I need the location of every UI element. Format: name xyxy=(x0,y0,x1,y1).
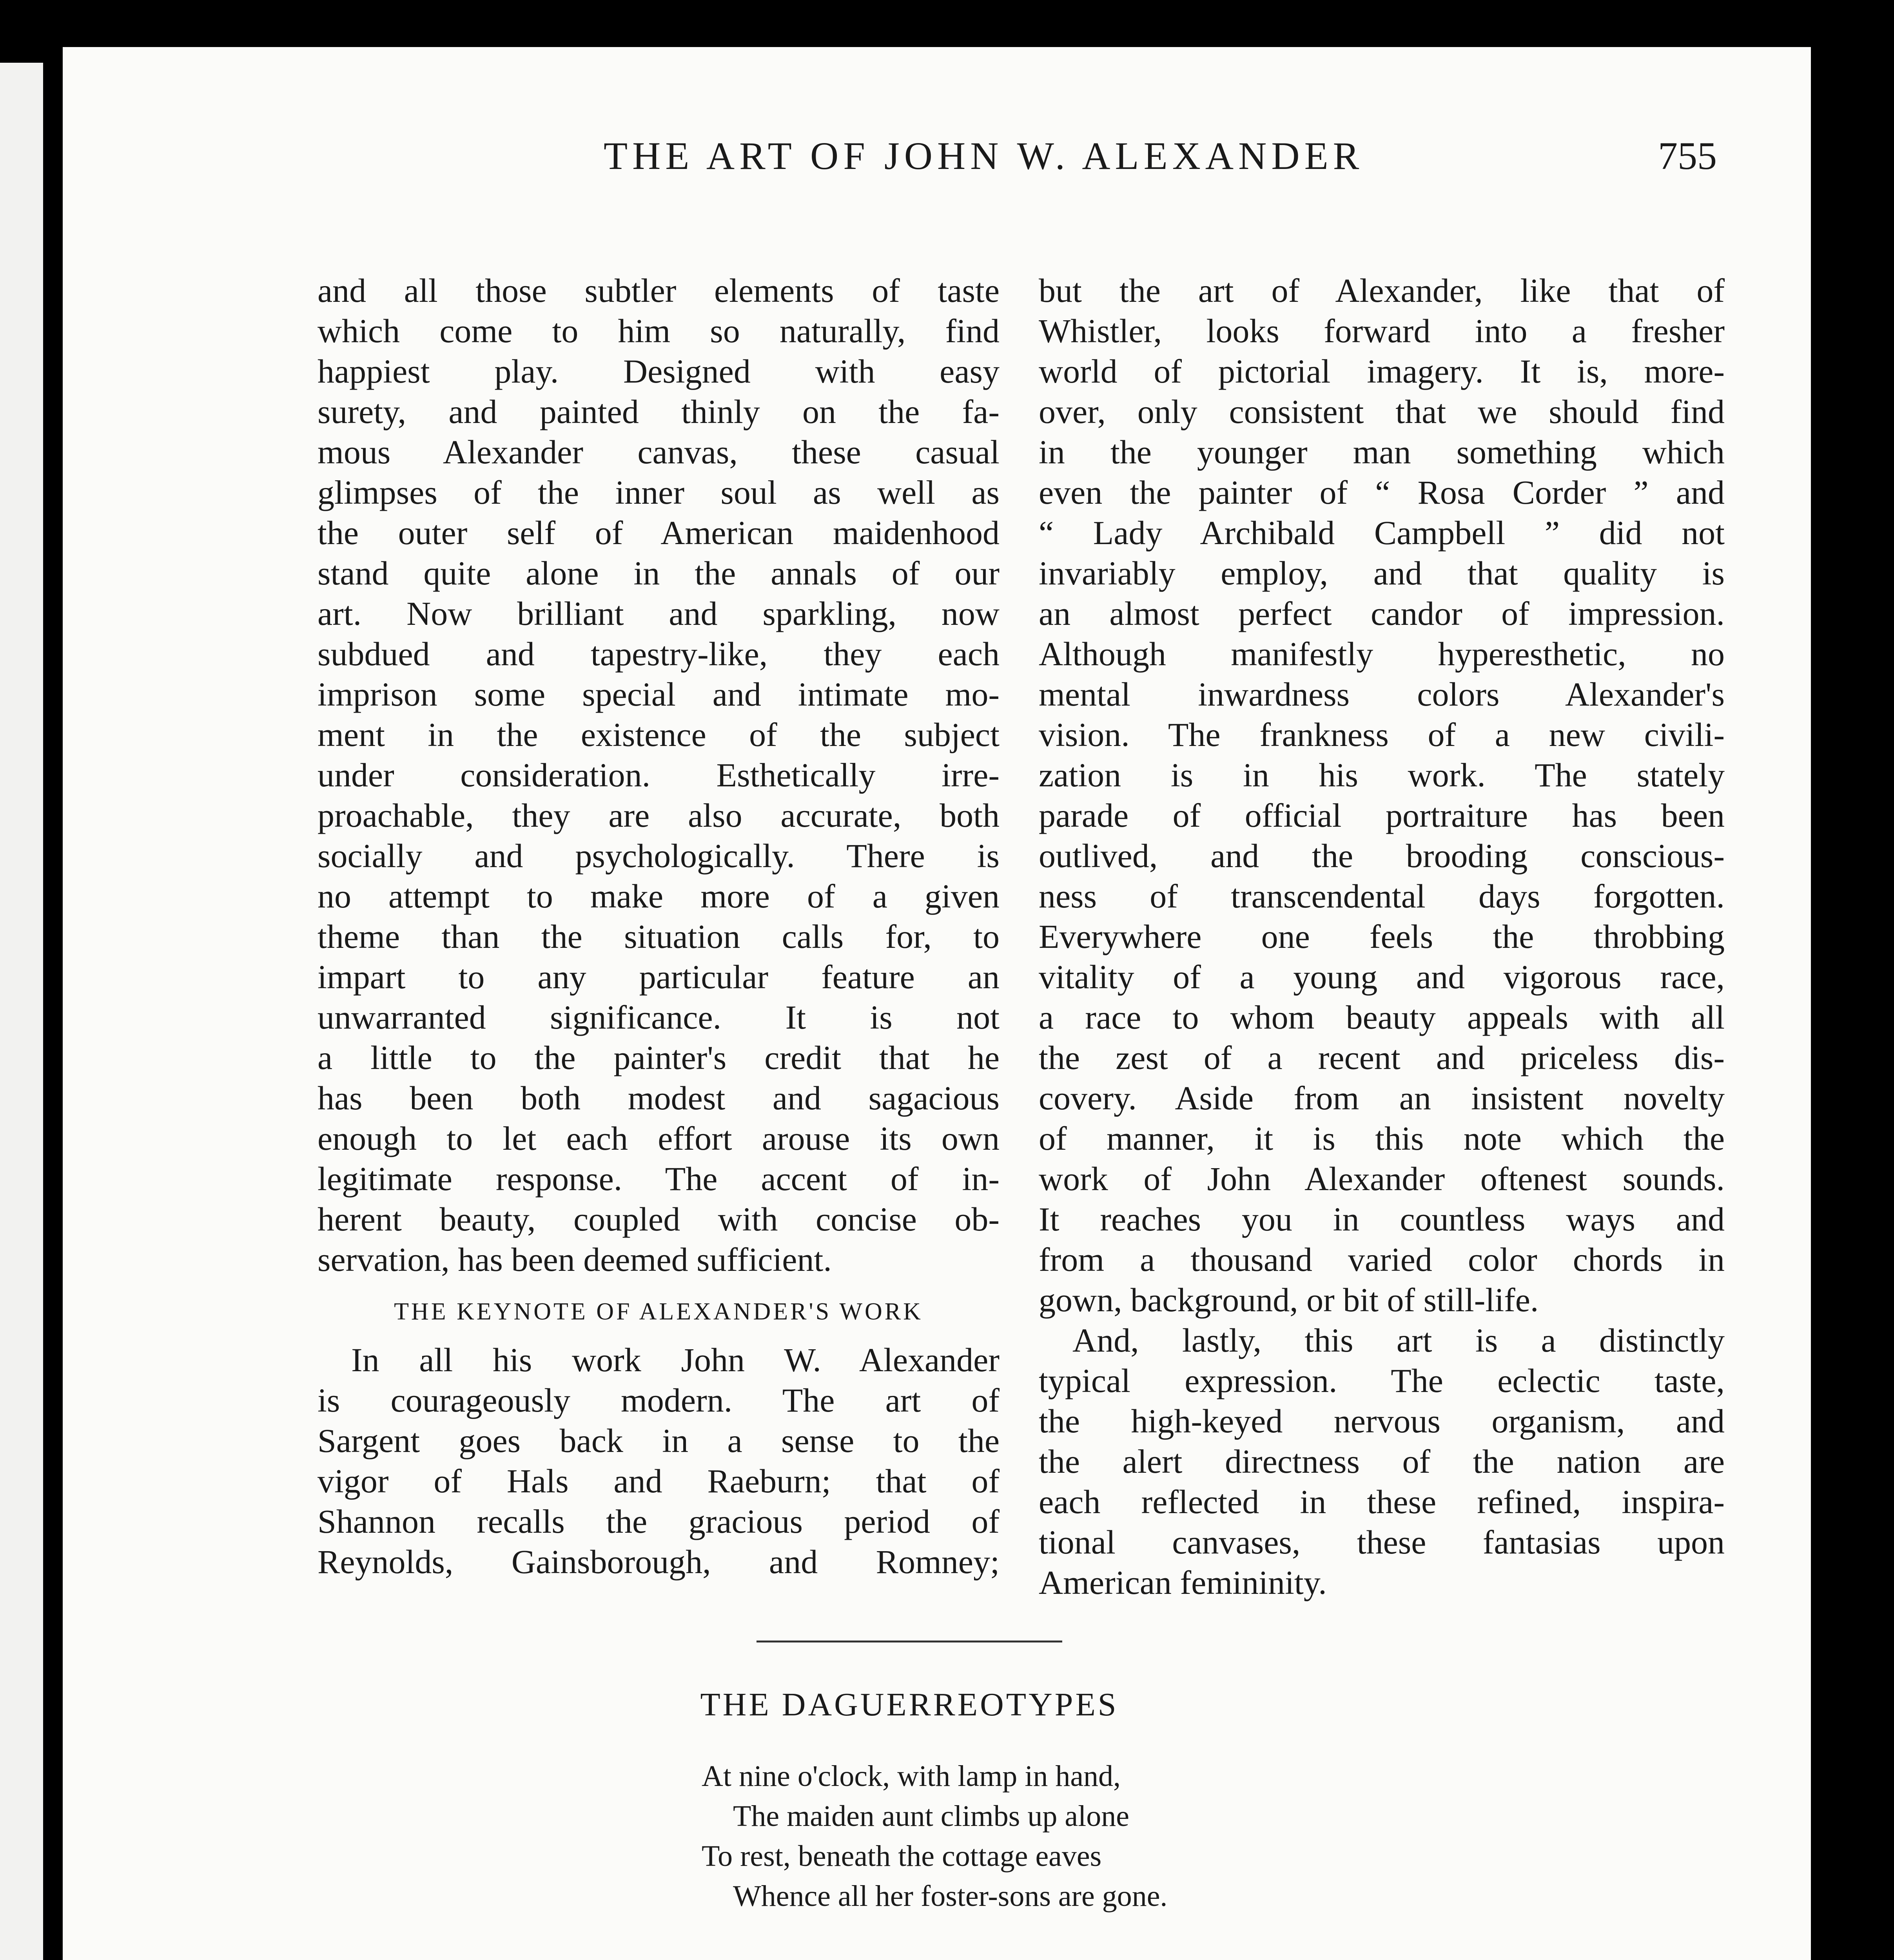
right-paragraph-1 xyxy=(1039,270,1725,1320)
text-line: legitimate response. The accent of in- xyxy=(317,1160,1000,1198)
section-heading: THE KEYNOTE OF ALEXANDER'S WORK xyxy=(394,1298,923,1325)
text-line: “ Lady Archibald Campbell ” did not xyxy=(1039,514,1725,552)
poem-stanza xyxy=(702,1756,1446,1916)
text-line: the outer self of American maidenhood xyxy=(317,514,1000,552)
text-line: no attempt to make more of a given xyxy=(317,877,1000,915)
text-line: Sargent goes back in a sense to the xyxy=(317,1422,1000,1459)
left-paragraph-2 xyxy=(317,1340,1000,1582)
text-line: Shannon recalls the gracious period of xyxy=(317,1503,1000,1540)
text-line: the zest of a recent and priceless dis- xyxy=(1039,1039,1725,1076)
text-line: vision. The frankness of a new civili- xyxy=(1039,716,1725,753)
text-line: a little to the painter's credit that he xyxy=(317,1039,1000,1076)
text-line: Reynolds, Gainsborough, and Romney; xyxy=(317,1543,1000,1581)
stanza-break xyxy=(702,1916,1446,1956)
text-line: mous Alexander canvas, these casual xyxy=(317,433,1000,471)
text-line: surety, and painted thinly on the fa- xyxy=(317,393,1000,430)
text-line: vitality of a young and vigorous race, xyxy=(1039,958,1725,996)
text-line: and all those subtler elements of taste xyxy=(317,272,1000,309)
text-line: It reaches you in countless ways and xyxy=(1039,1200,1725,1238)
poem-line: At nine o'clock, with lamp in hand, xyxy=(702,1760,1121,1793)
text-line: parade of official portraiture has been xyxy=(1039,797,1725,834)
text-line: impart to any particular feature an xyxy=(317,958,1000,996)
text-line: each reflected in these refined, inspira- xyxy=(1039,1483,1725,1521)
text-line: outlived, and the brooding conscious- xyxy=(1039,837,1725,875)
text-line: has been both modest and sagacious xyxy=(317,1079,1000,1117)
text-line: unwarranted significance. It is not xyxy=(317,998,1000,1036)
text-line: ment in the existence of the subject xyxy=(317,716,1000,753)
text-line: glimpses of the inner soul as well as xyxy=(317,474,1000,511)
text-line: a race to whom beauty appeals with all xyxy=(1039,998,1725,1036)
text-line: zation is in his work. The stately xyxy=(1039,756,1725,794)
text-line: happiest play. Designed with easy xyxy=(317,352,1000,390)
text-line: from a thousand varied color chords in xyxy=(1039,1241,1725,1278)
left-column xyxy=(317,270,1000,1582)
text-line: an almost perfect candor of impression. xyxy=(1039,595,1725,632)
text-line: typical expression. The eclectic taste, xyxy=(1039,1362,1725,1399)
text-line: stand quite alone in the annals of our xyxy=(317,554,1000,592)
poem-line: Whence all her foster-sons are gone. xyxy=(733,1880,1168,1913)
text-line: Although manifestly hyperesthetic, no xyxy=(1039,635,1725,673)
right-paragraph-2 xyxy=(1039,1320,1725,1603)
poem-title: THE DAGUERREOTYPES xyxy=(700,1686,1119,1723)
text-line: socially and psychologically. There is xyxy=(317,837,1000,875)
text-line: servation, has been deemed sufficient. xyxy=(317,1241,832,1278)
text-line: And, lastly, this art is a distinctly xyxy=(1072,1321,1725,1359)
text-line: gown, background, or bit of still-life. xyxy=(1039,1281,1539,1319)
text-line: subdued and tapestry-like, they each xyxy=(317,635,1000,673)
text-line: mental inwardness colors Alexander's xyxy=(1039,675,1725,713)
poem-line xyxy=(702,1956,1446,1960)
text-line: tional canvases, these fantasias upon xyxy=(1039,1523,1725,1561)
text-line: ness of transcendental days forgotten. xyxy=(1039,877,1725,915)
scan-edge-left xyxy=(0,63,43,1960)
text-line: the high-keyed nervous organism, and xyxy=(1039,1402,1725,1440)
text-line: covery. Aside from an insistent novelty xyxy=(1039,1079,1725,1117)
text-line: under consideration. Esthetically irre- xyxy=(317,756,1000,794)
left-paragraph-1 xyxy=(317,270,1000,1280)
text-line: proachable, they are also accurate, both xyxy=(317,797,1000,834)
text-line: art. Now brilliant and sparkling, now xyxy=(317,595,1000,632)
poem-body xyxy=(702,1756,1446,1960)
text-line: work of John Alexander oftenest sounds. xyxy=(1039,1160,1725,1198)
text-line: theme than the situation calls for, to xyxy=(317,918,1000,955)
running-title: THE ART OF JOHN W. ALEXANDER xyxy=(604,134,1364,178)
text-line: herent beauty, coupled with concise ob- xyxy=(317,1200,1000,1238)
text-line: In all his work John W. Alexander xyxy=(351,1341,1000,1379)
text-line: in the younger man something which xyxy=(1039,433,1725,471)
right-column xyxy=(1039,270,1725,1603)
text-line: invariably employ, and that quality is xyxy=(1039,554,1725,592)
text-line: enough to let each effort arouse its own xyxy=(317,1120,1000,1157)
text-line: of manner, it is this note which the xyxy=(1039,1120,1725,1157)
text-line: Everywhere one feels the throbbing xyxy=(1039,918,1725,955)
text-line: American femininity. xyxy=(1039,1564,1327,1601)
section-divider xyxy=(757,1641,1062,1642)
text-line: over, only consistent that we should find xyxy=(1039,393,1725,430)
text-line: which come to him so naturally, find xyxy=(317,312,1000,350)
text-line: imprison some special and intimate mo- xyxy=(317,675,1000,713)
poem-line: The maiden aunt climbs up alone xyxy=(733,1800,1129,1833)
text-line: but the art of Alexander, like that of xyxy=(1039,272,1725,309)
page-number: 755 xyxy=(1658,134,1717,178)
poem-stanza xyxy=(702,1956,1446,1960)
text-line: the alert directness of the nation are xyxy=(1039,1443,1725,1480)
text-line: Whistler, looks forward into a fresher xyxy=(1039,312,1725,350)
text-line: even the painter of “ Rosa Corder ” and xyxy=(1039,474,1725,511)
text-line: world of pictorial imagery. It is, more- xyxy=(1039,352,1725,390)
poem-line: To rest, beneath the cottage eaves xyxy=(702,1840,1102,1873)
text-line: is courageously modern. The art of xyxy=(317,1381,1000,1419)
text-line: vigor of Hals and Raeburn; that of xyxy=(317,1462,1000,1500)
